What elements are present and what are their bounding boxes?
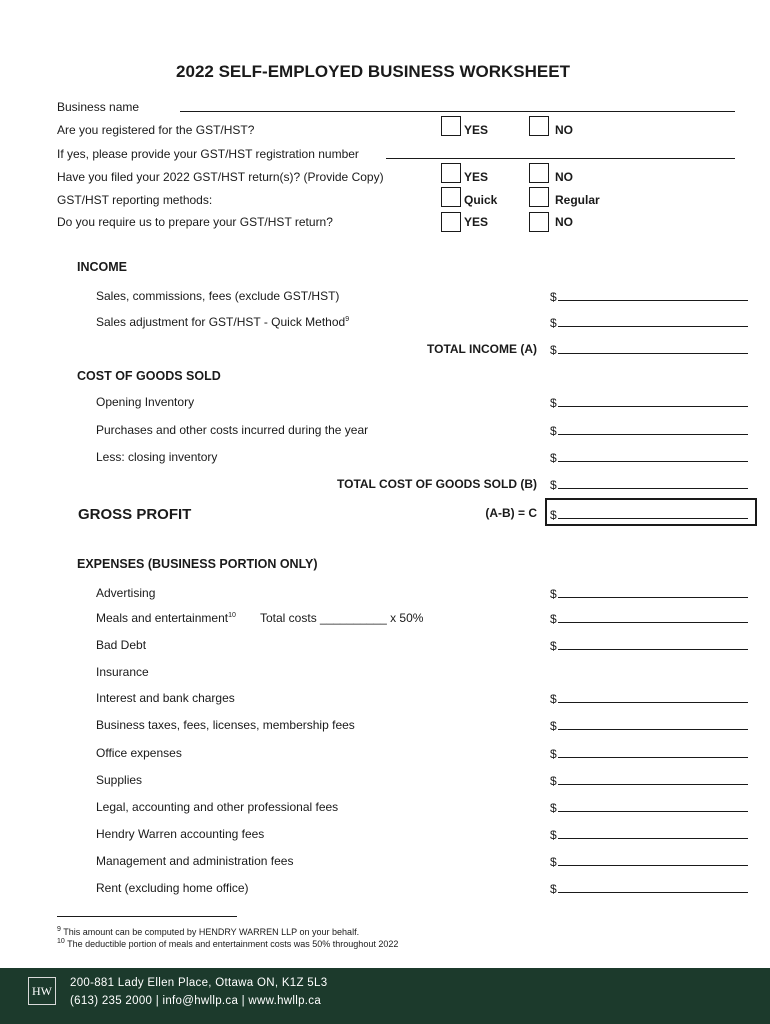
office-expenses-label: Office expenses <box>96 746 182 760</box>
footer-address: 200-881 Lady Ellen Place, Ottawa ON, K1Z 5L3 <box>70 977 328 989</box>
registered-no-checkbox[interactable] <box>529 116 549 136</box>
total-cogs-label: TOTAL COST OF GOODS SOLD (B) <box>337 477 537 491</box>
gross-profit-formula: (A-B) = C <box>485 506 537 520</box>
method-regular-label: Regular <box>555 193 600 207</box>
management-fees-label: Management and administration fees <box>96 854 294 868</box>
business-taxes-label: Business taxes, fees, licenses, membership fees <box>96 718 355 732</box>
legal-fees-label: Legal, accounting and other professional fees <box>96 800 339 814</box>
business-name-label: Business name <box>57 100 140 114</box>
supplies-label: Supplies <box>96 773 143 787</box>
total-cogs-amount-field[interactable]: $ <box>550 477 748 492</box>
gross-profit-amount-field[interactable]: $ <box>550 507 748 522</box>
closing-inventory-label: Less: closing inventory <box>96 450 218 464</box>
meals-calculation[interactable]: Total costs __________ x 50% <box>260 611 424 625</box>
prepare-yes-label: YES <box>464 215 489 229</box>
insurance-label: Insurance <box>96 665 149 679</box>
method-regular-checkbox[interactable] <box>529 187 549 207</box>
filed-yes-label: YES <box>464 170 489 184</box>
business-taxes-amount-field[interactable]: $ <box>550 718 748 733</box>
prepare-no-checkbox[interactable] <box>529 212 549 232</box>
registered-yes-label: YES <box>464 123 489 137</box>
reporting-method-question: GST/HST reporting methods: <box>57 193 213 207</box>
expenses-heading: EXPENSES (BUSINESS PORTION ONLY) <box>77 557 318 571</box>
bad-debt-amount-field[interactable]: $ <box>550 638 748 653</box>
advertising-amount-field[interactable]: $ <box>550 586 748 601</box>
sales-adjustment-amount-field[interactable]: $ <box>550 315 748 330</box>
prepare-no-label: NO <box>555 215 573 229</box>
registered-yes-checkbox[interactable] <box>441 116 461 136</box>
company-logo: HW <box>28 977 56 1005</box>
hendry-warren-fees-amount-field[interactable]: $ <box>550 827 748 842</box>
footer-contact: (613) 235 2000 | info@hwllp.ca | www.hwllp.ca <box>70 995 322 1007</box>
purchases-amount-field[interactable]: $ <box>550 423 748 438</box>
footnote-10: $^{10}$ The deductible portion of meals and entertainment costs was 50% throughout 2022 <box>57 938 399 949</box>
interest-amount-field[interactable]: $ <box>550 691 748 706</box>
prepare-yes-checkbox[interactable] <box>441 212 461 232</box>
management-fees-amount-field[interactable]: $ <box>550 854 748 869</box>
rent-amount-field[interactable]: $ <box>550 881 748 896</box>
business-name-field[interactable] <box>180 111 735 112</box>
bad-debt-label: Bad Debt <box>96 638 147 652</box>
legal-fees-amount-field[interactable]: $ <box>550 800 748 815</box>
interest-label: Interest and bank charges <box>96 691 235 705</box>
opening-inventory-label: Opening Inventory <box>96 395 195 409</box>
supplies-amount-field[interactable]: $ <box>550 773 748 788</box>
meals-label: Meals and entertainment$^{10}$ <box>96 611 236 625</box>
registered-question: Are you registered for the GST/HST? <box>57 123 255 137</box>
footnote-divider <box>57 916 237 917</box>
sales-amount-field[interactable]: $ <box>550 289 748 304</box>
prepare-question: Do you require us to prepare your GST/HST return? <box>57 215 333 229</box>
closing-inventory-amount-field[interactable]: $ <box>550 450 748 465</box>
sales-adjustment-label: Sales adjustment for GST/HST - Quick Method$^9$ <box>96 315 350 329</box>
meals-amount-field[interactable]: $ <box>550 611 748 626</box>
hendry-warren-fees-label: Hendry Warren accounting fees <box>96 827 265 841</box>
total-income-label: TOTAL INCOME (A) <box>427 342 537 356</box>
filed-no-label: NO <box>555 170 573 184</box>
filed-no-checkbox[interactable] <box>529 163 549 183</box>
registered-no-label: NO <box>555 123 573 137</box>
opening-inventory-amount-field[interactable]: $ <box>550 395 748 410</box>
purchases-label: Purchases and other costs incurred during the year <box>96 423 369 437</box>
total-income-amount-field[interactable]: $ <box>550 342 748 357</box>
footnote-9: $^9$ This amount can be computed by HENDRY WARREN LLP on your behalf. <box>57 926 360 937</box>
filed-yes-checkbox[interactable] <box>441 163 461 183</box>
registration-number-field[interactable] <box>386 158 735 159</box>
cogs-heading: COST OF GOODS SOLD <box>77 369 221 383</box>
rent-label: Rent (excluding home office) <box>96 881 249 895</box>
office-expenses-amount-field[interactable]: $ <box>550 746 748 761</box>
sales-label: Sales, commissions, fees (exclude GST/HST) <box>96 289 340 303</box>
filed-question: Have you filed your 2022 GST/HST return(s)? (Provide Copy) <box>57 170 384 184</box>
method-quick-checkbox[interactable] <box>441 187 461 207</box>
income-heading: INCOME <box>77 260 127 274</box>
page-title: 2022 SELF-EMPLOYED BUSINESS WORKSHEET <box>176 62 570 81</box>
method-quick-label: Quick <box>464 193 498 207</box>
registration-number-question: If yes, please provide your GST/HST registration number <box>57 147 359 161</box>
gross-profit-label: GROSS PROFIT <box>78 506 192 523</box>
advertising-label: Advertising <box>96 586 156 600</box>
